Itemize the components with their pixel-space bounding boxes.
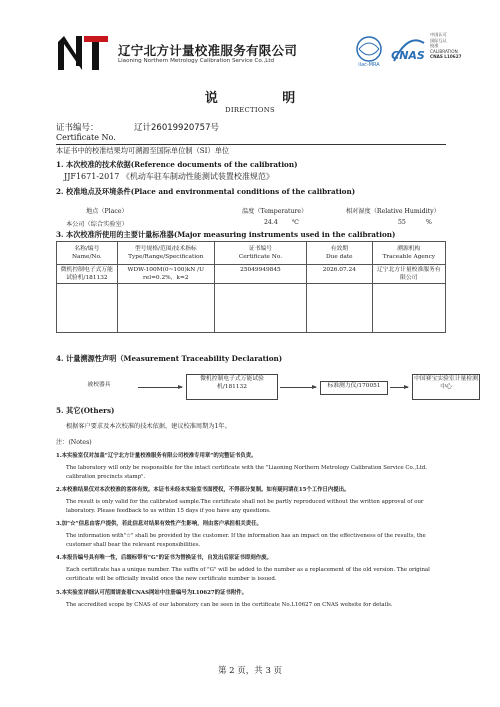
col-header-due-date: 有效期 Due date [307,242,372,265]
section-5-text: 根据客户要求及本次校准的技术依据，建议校准周期为1年。 [66,423,231,430]
ilac-mra-text: ilac-MRA [358,62,380,68]
cell-certificate: 25049949845 [214,265,306,284]
note-1-cn: 1.本实验室仅对加盖“辽宁北方计量校准服务有限公司校准专用章”的完整证书负责。 [56,453,257,459]
page-title-en: DIRECTIONS [225,106,275,114]
note-5-en: The accredited scope by CNAS of our laboratory can be seen in the certificate No.L10627 on CNAS website for details. [66,602,393,608]
cell-name: 微机控制电子式万能试验机/181132 [57,265,118,284]
company-name-cn: 辽宁北方计量校准服务有限公司 [118,43,298,58]
table-header-row [57,242,446,265]
cell-due-date: 2026.07.24 [307,265,372,284]
page-title-cn: 说 明 [204,91,326,106]
trace-step-1: 被校器具 [87,382,111,388]
section-3-title: 3. 本次校准所使用的主要计量标准器(Major measuring instruments used in the calibration) [56,230,396,239]
traceability-note: 本证书中的校准结果均可溯源至国际单位制（SI）单位 [56,146,230,155]
divider [56,144,446,145]
note-4-en: Each certificate has a unique number. The suffix of "G" will be added to the number as a replacement of the old version. The original certificate will be officially invalid once the new certificate number is issued. [66,567,430,582]
notes-label: 注：(Notes) [56,439,92,446]
note-1-en: The laboratory will only be responsible for the intact certificate with the "Liaoning Northern Metrology Calibration Service Co.,Ltd. calibration precincts stamp". [66,465,428,480]
note-2-en: The result is only valid for the calibrated sample.The certificate shall not be partly reproduced without the written approval of our laboratory. Please feedback to us within 15 days if you have any questions. [66,499,424,514]
section-2-title: 2. 校准地点及环境条件(Place and environmental conditions of the calibration) [56,187,356,196]
section-1-title: 1. 本次校准的技术依据(Reference documents of the calibration) [56,160,298,169]
company-name-en: Liaoning Northern Metrology Calibration Service Co.,Ltd [118,58,275,64]
trace-step-3: 标准测力仪/170051 [320,381,388,395]
cnas-caption-line: 国际互认 [430,37,447,43]
humidity-unit: % [426,219,432,226]
col-header-type: 型号规格/范围/技术指标 Type/Range/Specification [117,242,214,265]
section-4-title: 4. 计量溯源性声明（Measurement Traceability Declaration) [56,354,283,363]
certificate-label-cn: 证书编号： [56,123,99,133]
col-header-agency: 溯源机构 Traceable Agency [372,242,445,265]
temperature-unit: ℃ [292,219,299,226]
note-4-cn: 4.本报告编号具有唯一性，后缀标带有“G”的证书为替换证书，自发出后原证书即刻作废。 [56,555,272,561]
place-label: 地点（Place） [86,208,128,215]
note-3-cn: 3.加“☆”信息由客户提供，若此信息对结果有效性产生影响，则由客户承担相关责任。 [56,521,262,527]
cnas-caption [430,32,480,60]
trace-step-4: 中国赛宝实验室计量检测中心 [412,374,480,400]
page-footer: 第 2 页，共 3 页 [217,666,283,676]
section-1-document: JJF1671-2017 《机动车驻车制动性能测试装置校准规范》 [64,172,274,181]
cnas-text: CNAS [391,49,425,62]
cnas-caption-line: CNAS L10627 [430,54,462,60]
temperature-value: 24.4 [264,219,278,226]
certificate-label-en: Certificate No. [56,133,116,142]
trace-arrow [390,387,408,388]
company-logo [58,34,108,72]
trace-step-2: 微机控制电子式万能试验机/181132 [186,374,278,400]
table-empty-row [57,284,446,333]
cnas-caption-line: 中国认可 [430,32,447,37]
place-value: 本公司（综合实验室） [66,221,128,228]
col-header-name: 名称/编号 Name/No. [57,242,118,265]
cnas-caption-line: 校准 [430,43,439,49]
trace-arrow [138,387,182,388]
instruments-table [56,241,446,333]
cnas-caption-line: CALIBRATION [430,48,458,54]
cell-type: WDW-100M(0~100)kN /U rel=0.2%，k=2 [117,265,214,284]
cell-agency: 辽宁北方计量校准服务有限公司 [372,265,445,284]
note-3-en: The information with"☆" shall be provided by the customer. If the information has an impact on the effectiveness of the results, the customer shall bear the relevant responsibilities. [66,533,426,548]
certificate-number: 辽计26019920757号 [134,123,219,133]
humidity-label: 相对湿度（Relative Humidity） [346,208,440,215]
section-5-title: 5. 其它(Others) [56,406,115,415]
note-5-cn: 5.本实验室详细认可范围请查看CNAS网站中注册编号为L10627的证书附件。 [56,590,248,596]
humidity-value: 55 [398,219,406,226]
trace-arrow [280,387,316,388]
temperature-label: 温度（Temperature） [242,208,308,215]
col-header-certificate: 证书编号 Certificate No. [214,242,306,265]
table-row [57,265,446,284]
cnas-logo [388,33,428,69]
ilac-mra-logo [352,34,386,68]
note-2-cn: 2.本校准结果仅对本次校准的客体有效。本证书未经本实验室书面授权，不得部分复制。如有疑问请在15个工作日内提出。 [56,487,350,493]
